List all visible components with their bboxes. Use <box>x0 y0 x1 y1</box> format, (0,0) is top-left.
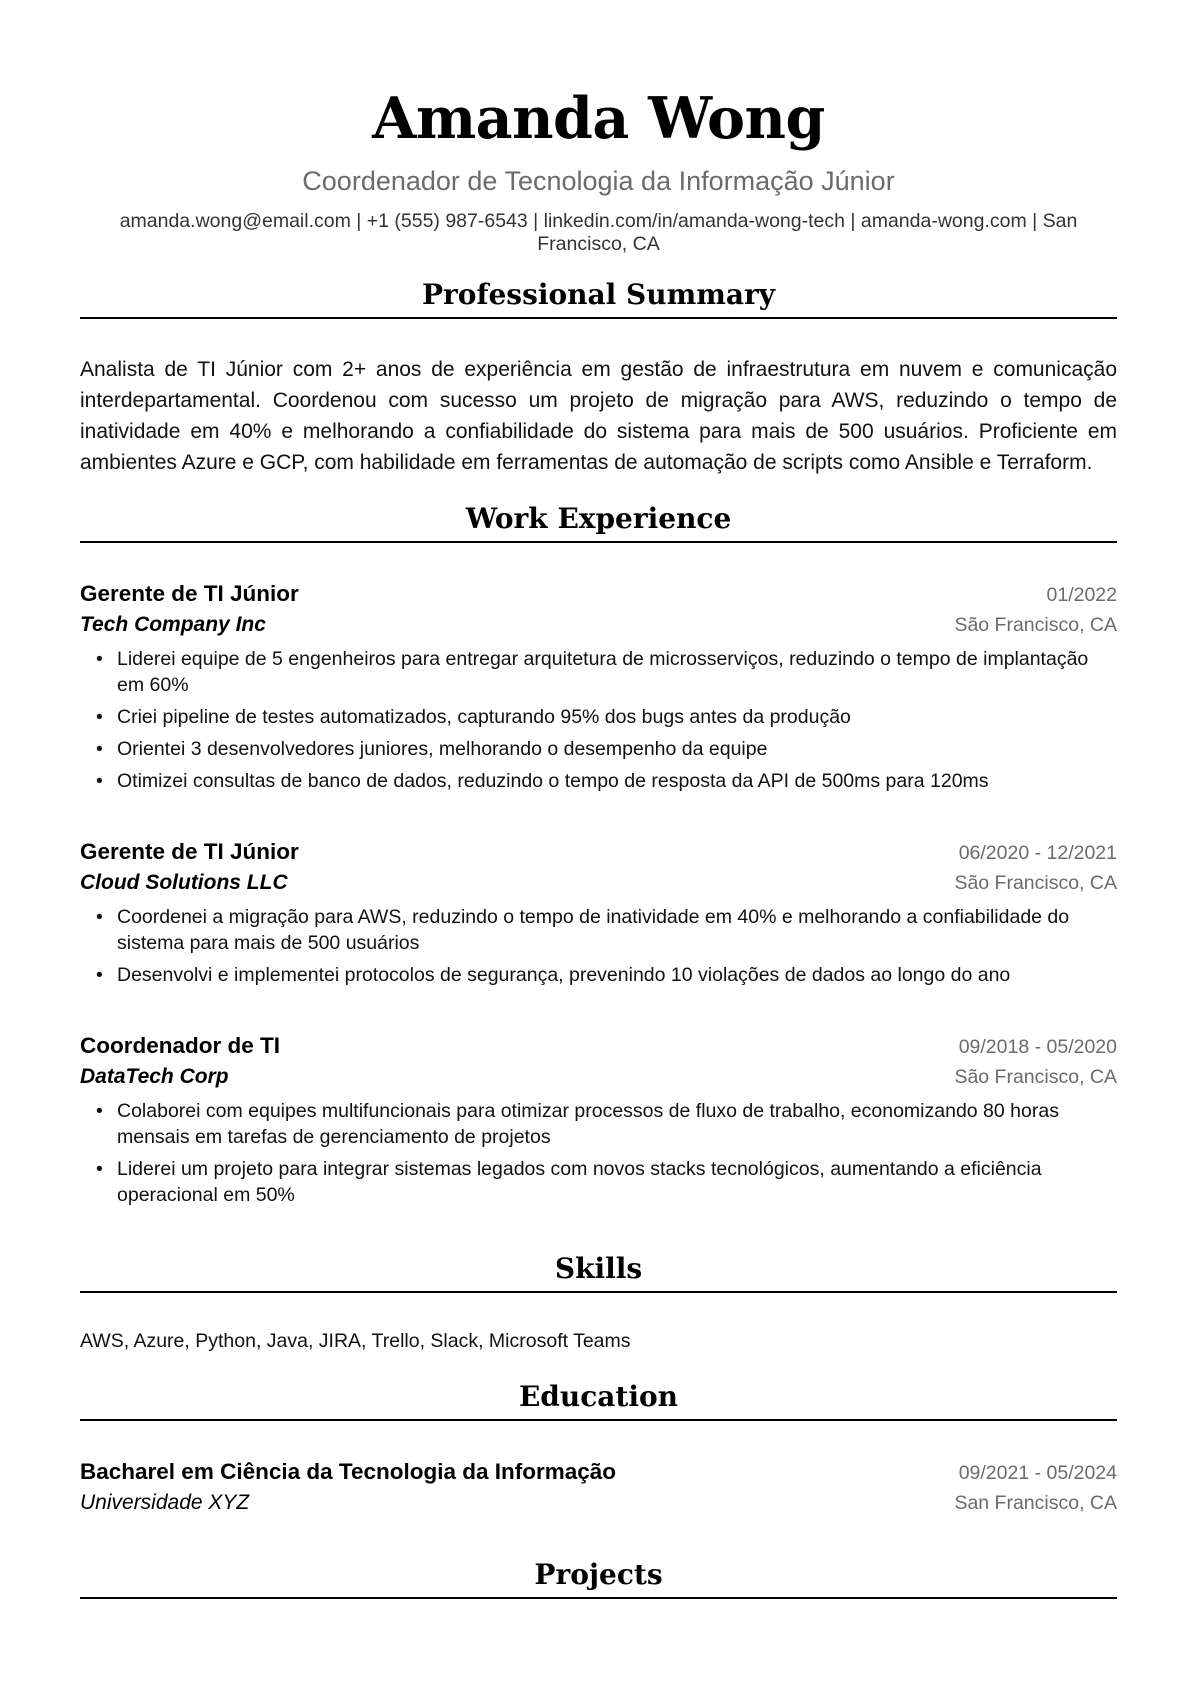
job-bullets <box>80 646 1117 794</box>
projects-heading: Projects <box>80 1557 1117 1599</box>
job-date: 06/2020 - 12/2021 <box>958 842 1117 864</box>
job-title: Gerente de TI Júnior <box>80 839 299 864</box>
job-title: Coordenador de TI <box>80 1033 281 1058</box>
skills-heading: Skills <box>80 1251 1117 1293</box>
job-bullets <box>80 1098 1117 1208</box>
job-bullet: • Liderei equipe de 5 engenheiros para entregar arquitetura de microsserviços, reduzindo o tempo de implantação em 60% <box>80 646 1117 698</box>
summary-text: Analista de TI Júnior com 2+ anos de experiência em gestão de infraestrutura em nuvem e comunicação interdepartamental. Coordenou com sucesso um projeto de migração para AWS, reduzindo o tempo de inatividade em 40% e melhorando a confiabilidade do sistema para mais de 500 usuários. Proficiente em ambientes Azure e GCP, com habilidade em ferramentas de automação de scripts como Ansible e Terraform. <box>80 358 1117 474</box>
job-bullet: • Colaborei com equipes multifuncionais para otimizar processos de fluxo de trabalho, economizando 80 horas mensais em tarefas de gerenciamento de projetos <box>80 1098 1117 1150</box>
job-location: São Francisco, CA <box>954 1066 1117 1088</box>
job-bullet: • Orientei 3 desenvolvedores juniores, melhorando o desempenho da equipe <box>80 736 1117 762</box>
job-date: 01/2022 <box>1046 584 1117 606</box>
job-entry <box>80 579 1117 800</box>
job-entry <box>80 1031 1117 1214</box>
job-date: 09/2018 - 05/2020 <box>958 1036 1117 1058</box>
job-bullet: • Liderei um projeto para integrar sistemas legados com novos stacks tecnológicos, aumentando a eficiência operacional em 50% <box>80 1156 1117 1208</box>
job-title: Gerente de TI Júnior <box>80 581 299 606</box>
education-heading: Education <box>80 1379 1117 1421</box>
education-date: 09/2021 - 05/2024 <box>958 1462 1117 1484</box>
skills-list: AWS, Azure, Python, Java, JIRA, Trello, Slack, Microsoft Teams <box>80 1330 631 1352</box>
degree: Bacharel em Ciência da Tecnologia da Informação <box>80 1459 617 1484</box>
job-entry <box>80 837 1117 994</box>
job-company: DataTech Corp <box>80 1065 229 1088</box>
candidate-role: Coordenador de Tecnologia da Informação Júnior <box>302 166 895 196</box>
job-company: Cloud Solutions LLC <box>80 871 288 894</box>
job-location: São Francisco, CA <box>954 872 1117 894</box>
education-location: San Francisco, CA <box>954 1492 1117 1514</box>
job-company: Tech Company Inc <box>80 613 266 636</box>
contact-line: amanda.wong@email.com | +1 (555) 987-6543 | linkedin.com/in/amanda-wong-tech | amanda-wong.com | San Francisco, CA <box>119 210 1078 255</box>
job-bullet: • Otimizei consultas de banco de dados, reduzindo o tempo de resposta da API de 500ms para 120ms <box>80 768 1117 794</box>
job-location: São Francisco, CA <box>954 614 1117 636</box>
job-bullet: • Coordenei a migração para AWS, reduzindo o tempo de inatividade em 40% e melhorando a confiabilidade do sistema para mais de 500 usuários <box>80 904 1117 956</box>
summary-heading: Professional Summary <box>80 277 1117 319</box>
candidate-name: Amanda Wong <box>372 85 825 152</box>
job-bullet: • Criei pipeline de testes automatizados, capturando 95% dos bugs antes da produção <box>80 704 1117 730</box>
job-bullets <box>80 904 1117 988</box>
job-bullet: • Desenvolvi e implementei protocolos de segurança, prevenindo 10 violações de dados ao longo do ano <box>80 962 1117 988</box>
experience-heading: Work Experience <box>80 501 1117 543</box>
school-name: Universidade XYZ <box>80 1491 250 1514</box>
education-entry <box>80 1457 1117 1518</box>
